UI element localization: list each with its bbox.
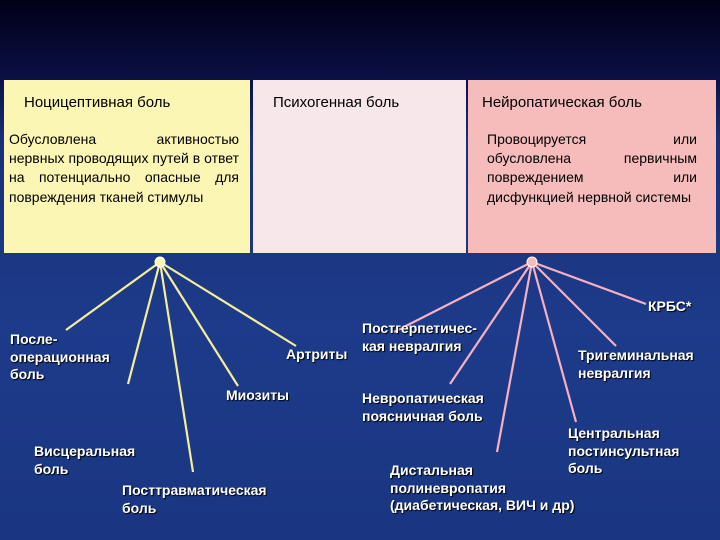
label-myositis: Миозиты (226, 387, 290, 403)
neuropathic-pain-description: Провоцируется или обусловлена первичным повреждением или дисфункцией нервной системы (487, 131, 697, 205)
nociceptive-pain-title: Ноцицептивная боль (24, 94, 171, 111)
connector-myositis (160, 262, 238, 386)
label-central-poststroke-pain: Центральная постинсультная боль (568, 425, 680, 476)
nociceptive-pain-description: Обусловлена активностью нервных проводящих путей в ответ на потенциально опасные для повреждения тканей стимулы (9, 131, 239, 205)
label-visceral-pain: Висцеральная боль (34, 443, 136, 477)
connector-central (532, 262, 576, 422)
label-crps: КРБС* (648, 298, 692, 314)
connector-posttraumatic (160, 262, 193, 472)
label-distal-polyneuropathy: Дистальная полиневропатия (диабетическая, ВИЧ и др) (390, 462, 575, 513)
label-trigeminal-neuralgia: Тригеминальная невралгия (578, 347, 694, 381)
neuropathic-pain-title: Нейропатическая боль (482, 94, 642, 111)
nociceptive-hub (155, 257, 165, 267)
connector-crps (532, 262, 646, 304)
neuropathic-hub (527, 257, 537, 267)
psychogenic-pain-title: Психогенная боль (273, 94, 400, 111)
label-lumbar-neuropathic-pain: Невропатическая поясничная боль (362, 390, 484, 424)
label-posttraumatic-pain: Посттравматическая боль (122, 482, 267, 516)
label-postherpetic-neuralgia: Постгерпетичес-кая невралгия (362, 320, 477, 354)
label-arthritis: Артриты (286, 346, 348, 362)
connector-visceral (128, 262, 160, 384)
connector-arthritis (160, 262, 296, 346)
label-postoperative-pain: После-операционная боль (10, 331, 110, 382)
